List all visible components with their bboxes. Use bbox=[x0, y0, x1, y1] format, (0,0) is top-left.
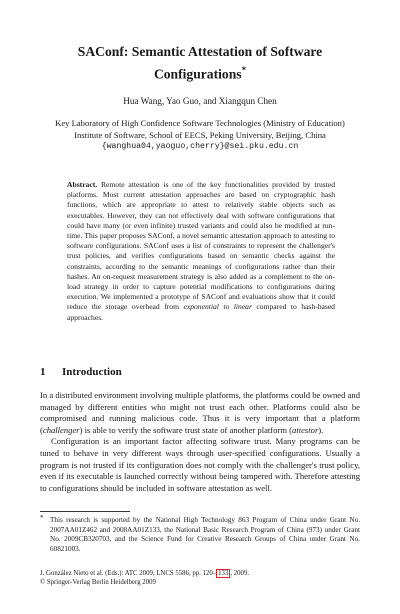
title-line-1: SAConf: Semantic Attestation of Software bbox=[77, 44, 323, 59]
intro-em-attestor: attestor bbox=[292, 424, 319, 435]
title-footnote-mark: * bbox=[241, 65, 247, 75]
intro-p1-text-b: ) is able to verify the software trust state of another platform ( bbox=[79, 424, 293, 435]
footnote-mark: * bbox=[40, 514, 44, 522]
footnote-text: This research is supported by the National High Technology 863 Program of China under Grant No. 2007AA01Z462 and 2008AA01Z133, the National Basic Research Program of China (973) under Grant No. 2009CB320703, and the Science Fund for Creative Research Groups of China under Grant No. 60821003. bbox=[50, 516, 360, 553]
affiliation-line-2: Institute of Software, School of EECS, Peking University, Beijing, China bbox=[74, 129, 326, 140]
intro-p1-text-a: In a distributed environment involving multiple platforms, the platforms could be owned and managed by different entities who might not trust each other. Platforms could also be compromised and running malicious code. Thus it is very important that a platform ( bbox=[40, 390, 360, 435]
page-range-end-link[interactable]: 133 bbox=[218, 570, 229, 577]
abstract-em-linear: linear bbox=[233, 302, 252, 312]
abstract bbox=[67, 180, 335, 323]
author-emails: {wanghua04,yaoguo,cherry}@sei.pku.edu.cn bbox=[101, 142, 299, 151]
intro-p1-text-c: ). bbox=[318, 424, 324, 435]
footnote bbox=[40, 516, 360, 554]
copyright-line: © Springer-Verlag Berlin Heidelberg 2009 bbox=[40, 578, 156, 586]
publication-year: , 2009. bbox=[230, 570, 250, 577]
section-heading bbox=[40, 366, 122, 378]
affiliation-line-1: Key Laboratory of High Confidence Software Technologies (Ministry of Education) bbox=[55, 118, 345, 128]
section-number: 1 bbox=[40, 366, 46, 378]
publication-line-1 bbox=[40, 570, 249, 579]
section-title: Introduction bbox=[62, 366, 122, 378]
abstract-text-3: compared to hash-based approaches. bbox=[67, 302, 335, 322]
intro-em-challenger: challenger bbox=[42, 424, 80, 435]
introduction-body bbox=[40, 390, 360, 494]
abstract-em-exponential: exponential bbox=[183, 302, 219, 312]
abstract-text-1: Remote attestation is one of the key functionalities provided by trusted platforms. Most current attestation approaches are based on cryptographic hash functions, which are appropriate to attest to relatively stable objects such as executables. However, they can not effectively deal with software configurations that could have many (or even infinite) trusted variants and could also be modified at run-time. This paper proposes SAConf, a novel semantic attestation approach to attesting to software configurations. SAConf uses a list of constraints to represent the challenger's trust policies, and verifies configurations based on semantic checks against the constraints, according to the semantic meanings of configurations rather than their hashes. An on-request measurement strategy is also added as a complement to the on-load strategy in order to capture potential modifications to configurations during execution. We implemented a prototype of SAConf and evaluations show that it could reduce the storage overhead from bbox=[67, 180, 335, 312]
abstract-label: Abstract. bbox=[67, 180, 98, 189]
publication-info bbox=[40, 570, 249, 588]
intro-paragraph-1 bbox=[40, 390, 360, 436]
affiliation bbox=[30, 118, 370, 153]
paper-title bbox=[40, 42, 360, 84]
authors: Hua Wang, Yao Guo, and Xiangqun Chen bbox=[123, 96, 277, 106]
abstract-text-2: to bbox=[218, 302, 234, 312]
footnote-rule bbox=[40, 511, 130, 512]
publication-citation: J. González Nieto et al. (Eds.): ATC 2009, LNCS 5586, pp. 120– bbox=[40, 570, 217, 577]
intro-paragraph-2: Configuration is an important factor affecting software trust. Many programs can be tuned to behave in very different ways through user-specified configurations. Usually a program is not trusted if its configuration does not comply with the challenger's trust policy, even if its executable is launched correctly without being tampered with. Therefore attesting to configurations should be included in software attestation as well. bbox=[40, 436, 360, 493]
title-line-2: Configurations bbox=[153, 66, 242, 82]
